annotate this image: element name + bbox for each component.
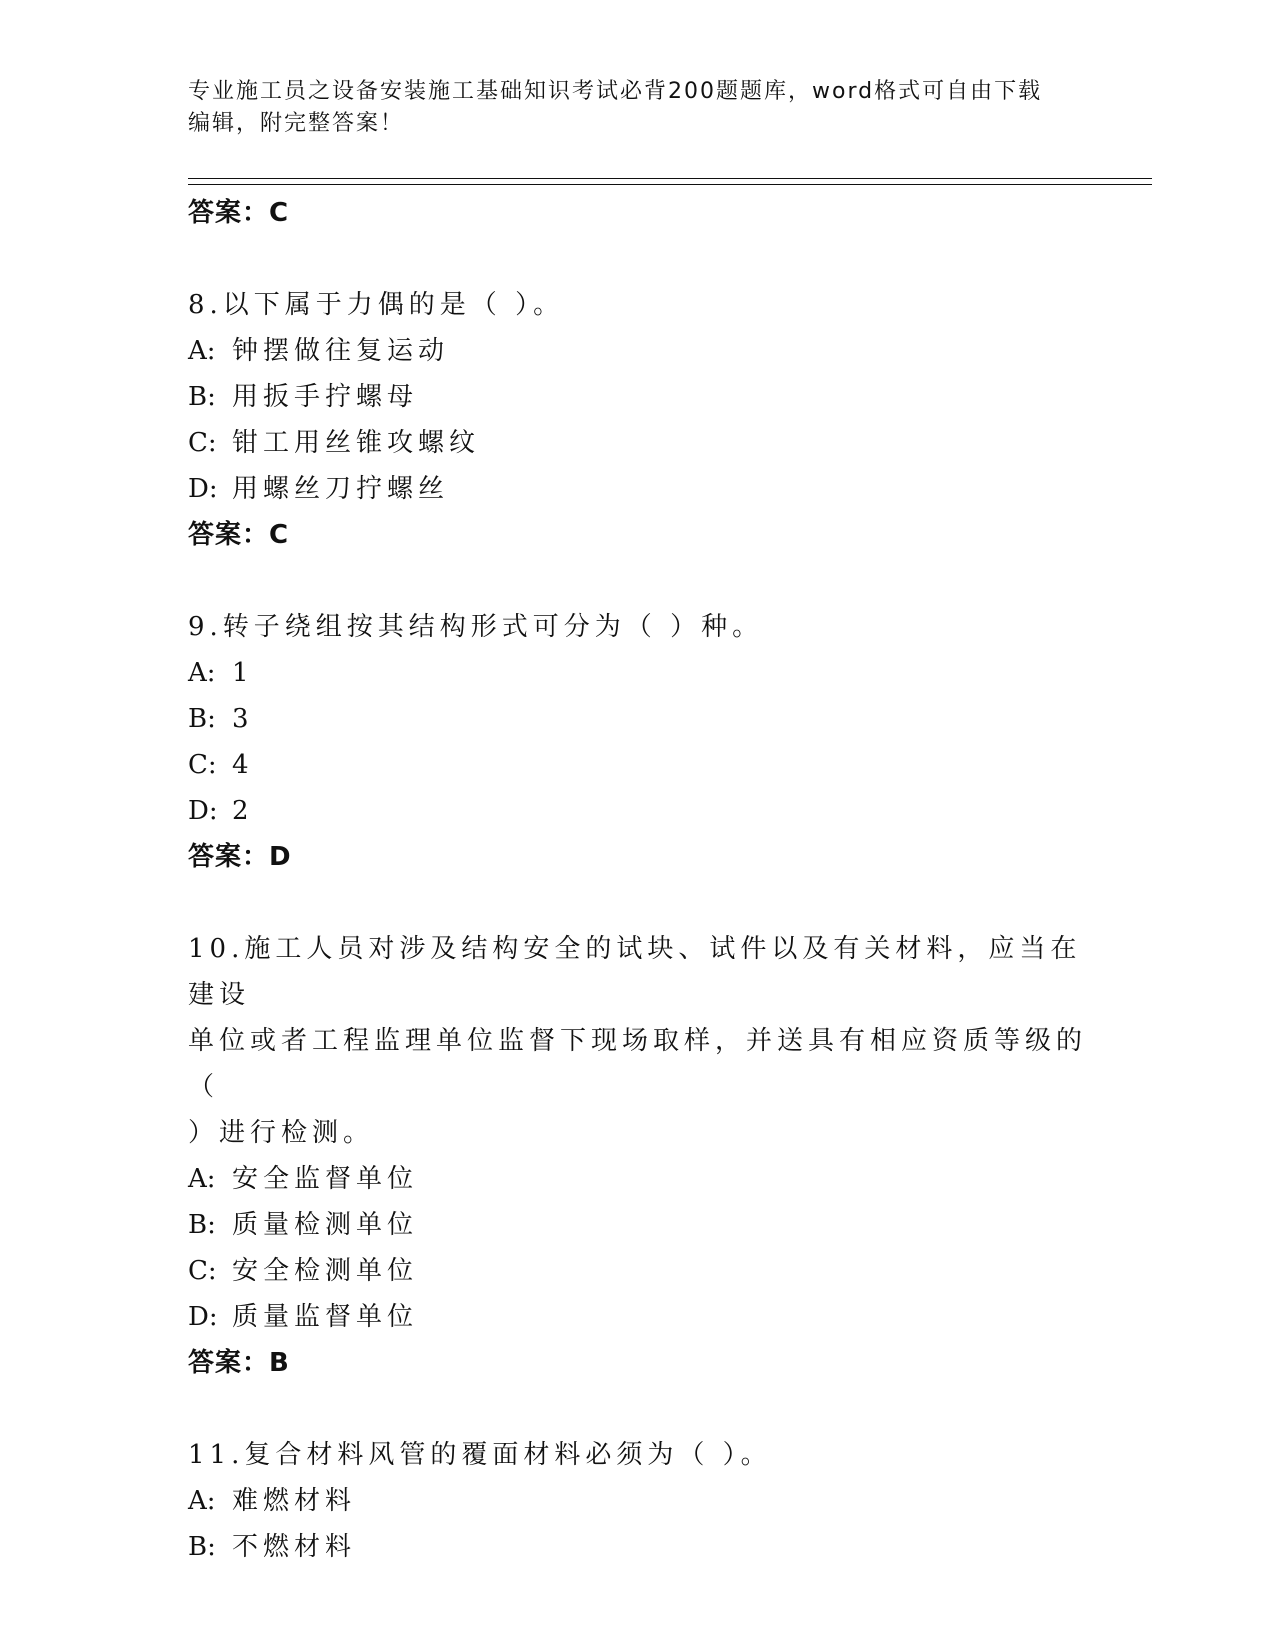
option-key: D: xyxy=(188,474,218,504)
question-8 xyxy=(188,282,1088,558)
answer-label: 答案：B xyxy=(188,1348,290,1378)
option-text: 钳工用丝锥攻螺纹 xyxy=(232,428,481,458)
option-text: 2 xyxy=(232,796,254,826)
header-line-1: 专业施工员之设备安装施工基础知识考试必背200题题库，word格式可自由下载 xyxy=(188,79,1043,104)
option-d xyxy=(188,788,1088,834)
option-text: 质量监督单位 xyxy=(232,1302,419,1332)
option-key: B: xyxy=(188,1210,216,1240)
option-key: D: xyxy=(188,1302,218,1332)
option-text: 安全监督单位 xyxy=(232,1164,419,1194)
option-text: 安全检测单位 xyxy=(232,1256,419,1286)
option-c xyxy=(188,742,1088,788)
option-b xyxy=(188,1524,1088,1570)
option-text: 质量检测单位 xyxy=(232,1210,419,1240)
option-key: A: xyxy=(188,1486,216,1516)
question-stem-line-3: ）进行检测。 xyxy=(188,1118,375,1148)
option-key: B: xyxy=(188,704,216,734)
option-c xyxy=(188,1248,1088,1294)
option-a xyxy=(188,328,1088,374)
question-stem-line-1: 10.施工人员对涉及结构安全的试块、试件以及有关材料，应当在建设 xyxy=(188,934,1082,1010)
option-text: 1 xyxy=(232,658,254,688)
question-stem: 11.复合材料风管的覆面材料必须为（ ）。 xyxy=(188,1440,772,1470)
page-header xyxy=(188,76,1088,140)
answer-label: 答案：C xyxy=(188,198,290,228)
option-key: C: xyxy=(188,428,217,458)
question-stem: 9.转子绕组按其结构形式可分为（ ）种。 xyxy=(188,612,764,642)
option-key: A: xyxy=(188,658,216,688)
question-9 xyxy=(188,604,1088,880)
option-c xyxy=(188,420,1088,466)
answer-label: 答案：D xyxy=(188,842,292,872)
question-stem: 8.以下属于力偶的是（ ）。 xyxy=(188,290,565,320)
question-11 xyxy=(188,1432,1088,1570)
option-d xyxy=(188,466,1088,512)
option-a xyxy=(188,650,1088,696)
option-b xyxy=(188,374,1088,420)
option-text: 难燃材料 xyxy=(232,1486,357,1516)
option-key: A: xyxy=(188,336,216,366)
option-d xyxy=(188,1294,1088,1340)
option-b xyxy=(188,1202,1088,1248)
option-key: C: xyxy=(188,750,217,780)
header-line-2: 编辑，附完整答案！ xyxy=(188,111,405,136)
question-list xyxy=(188,190,1088,1570)
header-divider-top xyxy=(188,178,1152,179)
answer-label: 答案：C xyxy=(188,520,290,550)
option-text: 不燃材料 xyxy=(232,1532,357,1562)
question-stem-line-2: 单位或者工程监理单位监督下现场取样，并送具有相应资质等级的（ xyxy=(188,1026,1088,1102)
header-divider-bottom xyxy=(188,184,1152,185)
option-text: 4 xyxy=(232,750,254,780)
option-text: 钟摆做往复运动 xyxy=(232,336,450,366)
option-b xyxy=(188,696,1088,742)
option-a xyxy=(188,1478,1088,1524)
option-key: B: xyxy=(188,382,216,412)
option-text: 用螺丝刀拧螺丝 xyxy=(232,474,450,504)
question-10 xyxy=(188,926,1088,1386)
option-a xyxy=(188,1156,1088,1202)
option-text: 3 xyxy=(232,704,254,734)
option-key: C: xyxy=(188,1256,217,1286)
option-text: 用扳手拧螺母 xyxy=(232,382,419,412)
option-key: D: xyxy=(188,796,218,826)
option-key: B: xyxy=(188,1532,216,1562)
option-key: A: xyxy=(188,1164,216,1194)
